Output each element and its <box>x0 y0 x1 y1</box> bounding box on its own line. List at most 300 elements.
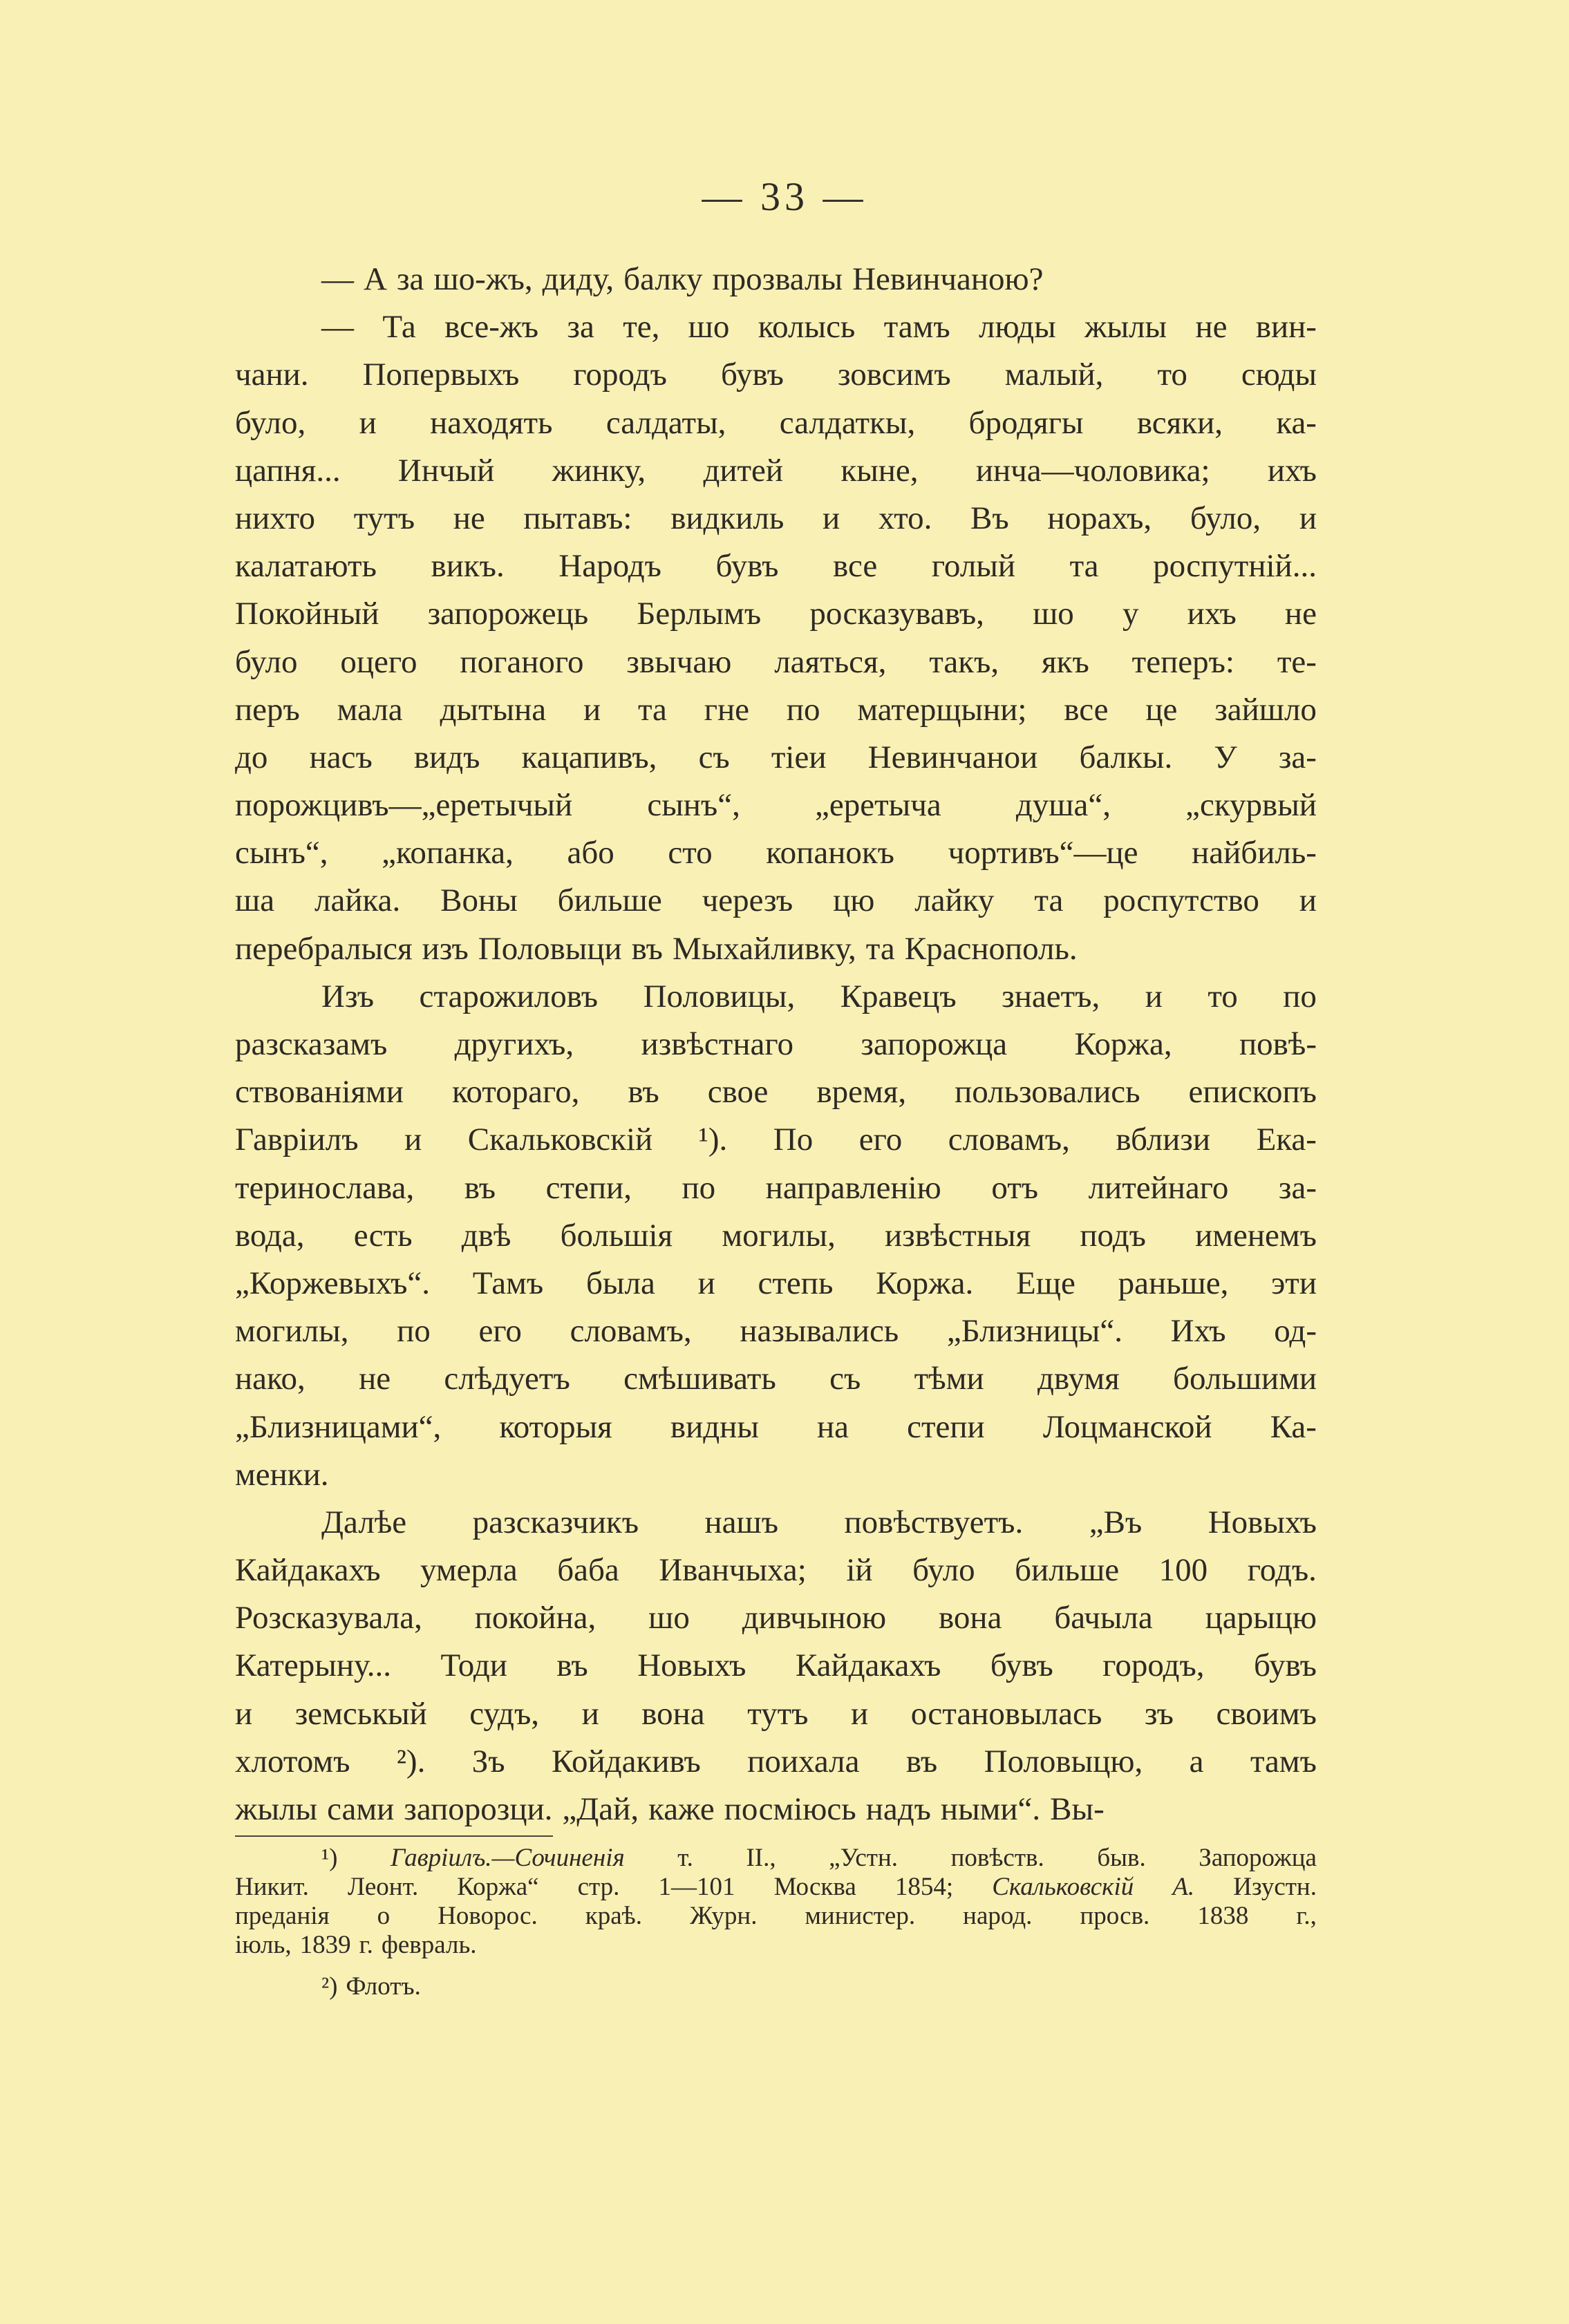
word: бачыла <box>1054 1600 1153 1636</box>
word: за- <box>1278 739 1317 775</box>
word: А. <box>1172 1873 1195 1901</box>
word: все <box>833 548 878 585</box>
word: извѣстныя <box>885 1217 1031 1254</box>
word: Зъ <box>471 1743 505 1779</box>
word: хлотомъ <box>235 1743 350 1779</box>
word: его <box>858 1122 903 1158</box>
text-line <box>235 1404 1317 1451</box>
word: диду, <box>542 261 614 297</box>
word: од- <box>1274 1313 1317 1350</box>
footnote-separator <box>235 1835 553 1837</box>
word: смѣшивать <box>623 1361 776 1397</box>
word: цапня... <box>235 452 341 489</box>
word: „Дай, <box>562 1791 639 1827</box>
word: Попервыхъ <box>362 357 520 393</box>
word: шо <box>648 1600 690 1636</box>
word: колысь <box>758 309 856 346</box>
word: іюль, <box>235 1931 292 1959</box>
word: ¹). <box>698 1122 728 1158</box>
word: и <box>581 1695 599 1732</box>
word: жылы <box>1084 309 1167 346</box>
text-line <box>235 829 1317 877</box>
word: по <box>682 1169 716 1206</box>
word: було, <box>235 404 306 441</box>
word: и <box>404 1122 422 1158</box>
word: Половыци <box>478 930 622 967</box>
word: большими <box>1173 1361 1317 1397</box>
word: копанокъ <box>766 835 894 871</box>
word: матерщыни; <box>857 691 1027 728</box>
word: Запорожца <box>1199 1844 1317 1872</box>
word: Краснополь. <box>904 930 1078 967</box>
word: чортивъ“—це <box>948 835 1138 871</box>
word: ка- <box>1276 404 1317 441</box>
text-line <box>235 686 1317 734</box>
word: II., <box>746 1844 776 1872</box>
word: въ <box>905 1743 938 1779</box>
word: всяки, <box>1136 404 1223 441</box>
text-line <box>235 1260 1317 1307</box>
word: те- <box>1277 643 1317 680</box>
text-line <box>235 447 1317 495</box>
word: люды <box>979 309 1056 346</box>
word: „Въ <box>1089 1504 1143 1540</box>
word: Изустн. <box>1233 1873 1317 1901</box>
word: за- <box>1278 1169 1317 1206</box>
word: Въ <box>970 500 1009 536</box>
word: та <box>1034 882 1064 919</box>
word: народ. <box>963 1902 1033 1930</box>
word: вода, <box>235 1217 305 1254</box>
word: находять <box>430 404 553 441</box>
word: — <box>321 309 354 346</box>
word: Катерыну... <box>235 1647 392 1684</box>
word: баба <box>557 1552 619 1589</box>
word: г., <box>1296 1902 1317 1930</box>
word: Коржа“ <box>457 1873 539 1901</box>
word: тутъ <box>747 1695 809 1732</box>
word: преданія <box>235 1902 330 1930</box>
word: о <box>377 1902 391 1930</box>
word: и <box>1299 500 1317 536</box>
word: бувъ <box>1254 1647 1317 1684</box>
text-line <box>235 495 1317 542</box>
word: остановылась <box>910 1695 1102 1732</box>
word: запорозци. <box>404 1791 553 1827</box>
word: пользовались <box>955 1074 1140 1111</box>
word: направленію <box>765 1169 941 1206</box>
word: душа“, <box>1015 787 1111 824</box>
word: Инчый <box>397 452 495 489</box>
word: А <box>364 261 387 297</box>
word: поихала <box>747 1743 860 1779</box>
text-line <box>235 1738 1317 1786</box>
text-line <box>235 1021 1317 1068</box>
word: Невинчанои <box>867 739 1038 775</box>
word: извѣстнаго <box>641 1026 793 1062</box>
text-line <box>235 256 1317 303</box>
word: вона <box>939 1600 1002 1636</box>
word: покойна, <box>474 1600 596 1636</box>
word: городъ <box>573 357 667 393</box>
word: повѣ- <box>1239 1026 1317 1062</box>
word: время, <box>816 1074 907 1111</box>
text-line <box>235 1212 1317 1260</box>
word: дытына <box>440 691 547 728</box>
word: хто. <box>878 500 932 536</box>
word: инча—чоловика; <box>975 452 1210 489</box>
word: гне <box>704 691 750 728</box>
text-line <box>235 1642 1317 1690</box>
footnote-line <box>235 1902 1317 1931</box>
word: Скальковскій <box>992 1873 1134 1901</box>
word: министер. <box>805 1902 916 1930</box>
word: калатають <box>235 548 377 585</box>
word: бильше <box>557 882 662 919</box>
word: бувъ <box>720 357 784 393</box>
word: все <box>1064 691 1109 728</box>
word: ша <box>235 882 275 919</box>
word: бильше <box>1015 1552 1120 1589</box>
word: въ <box>628 1074 659 1111</box>
word: Народъ <box>558 548 661 585</box>
footnote <box>235 1972 1317 2001</box>
word: тамъ <box>883 309 950 346</box>
footnote-gap <box>235 1960 1317 1972</box>
word: 1—101 <box>658 1873 735 1901</box>
word: 1839 <box>299 1931 351 1959</box>
word: сто <box>668 835 713 871</box>
text-line <box>235 1594 1317 1642</box>
word: г. <box>359 1931 373 1959</box>
word: повѣств. <box>950 1844 1044 1872</box>
word: малый, <box>1004 357 1104 393</box>
text-line <box>235 542 1317 590</box>
word: балку <box>623 261 703 297</box>
word: т. <box>677 1844 693 1872</box>
word: дитей <box>703 452 784 489</box>
word: Та <box>382 309 416 346</box>
word: Гавріилъ.—Сочиненія <box>390 1844 625 1872</box>
word: 1838 <box>1197 1902 1249 1930</box>
word: дивчыною <box>742 1600 887 1636</box>
text-line <box>235 1499 1317 1547</box>
word: тіеи <box>771 739 827 775</box>
word: Тоди <box>440 1647 507 1684</box>
word: Леонт. <box>348 1873 419 1901</box>
text-line <box>235 1068 1317 1116</box>
word: поганого <box>460 643 584 680</box>
word: въ <box>464 1169 496 1206</box>
word: та <box>1069 548 1099 585</box>
word: було <box>912 1552 975 1589</box>
word: умерла <box>420 1552 518 1589</box>
word: годъ. <box>1247 1552 1317 1589</box>
word: норахъ, <box>1047 500 1152 536</box>
word: Кравецъ <box>840 978 957 1014</box>
text-line <box>235 303 1317 351</box>
word: въ <box>631 930 663 967</box>
word: Кайдакахъ <box>235 1552 381 1589</box>
text-line <box>235 1116 1317 1164</box>
word: слѣдуетъ <box>444 1361 570 1397</box>
word: „Близницы“. <box>946 1313 1122 1350</box>
word: Коржа, <box>1074 1026 1172 1062</box>
word: Невинчаною? <box>852 261 1044 297</box>
word: просв. <box>1080 1902 1150 1930</box>
word: ²). <box>396 1743 426 1779</box>
text-line <box>235 1451 1317 1499</box>
word: земськый <box>294 1695 427 1732</box>
word: по <box>786 691 820 728</box>
word: зайшло <box>1214 691 1317 728</box>
word: та <box>637 691 667 728</box>
word: голый <box>931 548 1015 585</box>
text-line <box>235 590 1317 638</box>
text-line <box>235 734 1317 782</box>
word: у <box>1122 596 1139 632</box>
word: шо <box>1033 596 1074 632</box>
word: Изъ <box>321 978 375 1014</box>
word: було <box>235 643 298 680</box>
word: есть <box>353 1217 413 1254</box>
word: и <box>823 500 840 536</box>
text-line <box>235 877 1317 925</box>
footnote-line <box>235 1972 1317 2001</box>
word: викъ. <box>431 548 505 585</box>
word: бувъ <box>990 1647 1053 1684</box>
word: и <box>1145 978 1163 1014</box>
word: котораго, <box>451 1074 580 1111</box>
word: Воны <box>440 882 518 919</box>
text-line <box>235 399 1317 447</box>
word: Берлымъ <box>637 596 762 632</box>
word: которыя <box>499 1408 612 1445</box>
word: сынъ“, <box>235 835 328 871</box>
word: степи <box>907 1408 985 1445</box>
word: сами <box>327 1791 395 1827</box>
text-line <box>235 1786 1317 1833</box>
word: степь <box>758 1265 834 1301</box>
word: Половицы, <box>643 978 796 1014</box>
word: литейнаго <box>1088 1169 1229 1206</box>
text-line <box>235 1690 1317 1738</box>
word: на <box>817 1408 849 1445</box>
word: по <box>1283 978 1317 1014</box>
word: тамъ <box>1250 1743 1317 1779</box>
word: Далѣе <box>321 1504 407 1540</box>
word: Москва <box>773 1873 856 1901</box>
word: ными“. <box>940 1791 1041 1827</box>
word: 1854; <box>894 1873 954 1901</box>
word: менки. <box>235 1456 329 1493</box>
word: надъ <box>865 1791 931 1827</box>
word: перебралыся <box>235 930 413 967</box>
footnote <box>235 1844 1317 1960</box>
word: своимъ <box>1216 1695 1317 1732</box>
word: жылы <box>235 1791 318 1827</box>
word: и <box>235 1695 253 1732</box>
word: могилы, <box>235 1313 349 1350</box>
word: мала <box>337 691 403 728</box>
word: именемъ <box>1195 1217 1317 1254</box>
word: жинку, <box>552 452 646 489</box>
word: а <box>1189 1743 1204 1779</box>
word: изъ <box>422 930 469 967</box>
word: теринослава, <box>235 1169 415 1206</box>
word: „Устн. <box>829 1844 898 1872</box>
word: и <box>1299 882 1317 919</box>
word: роспутній... <box>1153 548 1317 585</box>
page-number: — 33 — <box>702 174 867 219</box>
word: Лоцманской <box>1042 1408 1212 1445</box>
word: прозвалы <box>712 261 843 297</box>
word: нашъ <box>704 1504 779 1540</box>
body-text <box>235 256 1317 1833</box>
word: салдаткы, <box>779 404 916 441</box>
footnotes <box>235 1844 1317 2001</box>
word: вин- <box>1255 309 1317 346</box>
word: „скурвый <box>1185 787 1317 824</box>
word: бродягы <box>968 404 1084 441</box>
word: февраль. <box>381 1931 477 1959</box>
word: роспутство <box>1103 882 1259 919</box>
word: росказувавъ, <box>809 596 984 632</box>
word: ствованіями <box>235 1074 404 1111</box>
word: судъ, <box>469 1695 540 1732</box>
word: Коржа. <box>876 1265 974 1301</box>
word: его <box>478 1313 522 1350</box>
word: Скальковскій <box>467 1122 653 1158</box>
word: Журн. <box>690 1902 758 1930</box>
word: въ <box>556 1647 588 1684</box>
word: лайку <box>914 882 995 919</box>
word: кацапивъ, <box>521 739 657 775</box>
text-line <box>235 1547 1317 1594</box>
word: кыне, <box>840 452 919 489</box>
word: порожцивъ—„еретычый <box>235 787 573 824</box>
word: не <box>1284 596 1317 632</box>
word: лаяться, <box>774 643 887 680</box>
word: тѣми <box>914 1361 984 1397</box>
word: стр. <box>577 1873 620 1901</box>
word: Кайдакахъ <box>795 1647 941 1684</box>
word: запорожець <box>427 596 589 632</box>
word: було, <box>1190 500 1261 536</box>
word: съ <box>829 1361 861 1397</box>
text-line <box>235 925 1317 973</box>
word: або <box>567 835 614 871</box>
word: тутъ <box>353 500 415 536</box>
word: не <box>359 1361 391 1397</box>
word: салдаты, <box>605 404 726 441</box>
word: Ека- <box>1256 1122 1317 1158</box>
word: „Близницами“, <box>235 1408 442 1445</box>
word: то <box>1208 978 1238 1014</box>
word: и <box>851 1695 869 1732</box>
word: царыцю <box>1205 1600 1317 1636</box>
word: „копанка, <box>382 835 514 871</box>
word: все-жъ <box>444 309 539 346</box>
word: свое <box>707 1074 769 1111</box>
word: У <box>1214 739 1237 775</box>
word: „Коржевыхъ“. <box>235 1265 430 1301</box>
word: Половыцю, <box>984 1743 1143 1779</box>
word: раньше, <box>1118 1265 1229 1301</box>
word: могилы, <box>722 1217 836 1254</box>
word: съ <box>698 739 730 775</box>
word: посміюсь <box>724 1791 856 1827</box>
word: не <box>453 500 485 536</box>
word: назывались <box>740 1313 899 1350</box>
footnote-line <box>235 1844 1317 1873</box>
word: та <box>865 930 895 967</box>
word: и <box>697 1265 715 1301</box>
word: Ихъ <box>1170 1313 1226 1350</box>
text-line <box>235 639 1317 686</box>
word: знаетъ, <box>1002 978 1100 1014</box>
footnote-line <box>235 1931 1317 1960</box>
word: сюды <box>1241 357 1317 393</box>
word: пытавъ: <box>523 500 632 536</box>
word: Новыхъ <box>637 1647 746 1684</box>
word: словамъ, <box>948 1122 1070 1158</box>
word: шо-жъ, <box>433 261 533 297</box>
word: каже <box>648 1791 715 1827</box>
word: до <box>235 739 268 775</box>
word: оцего <box>340 643 417 680</box>
word: Флотъ. <box>346 1972 421 2001</box>
word: Койдакивъ <box>552 1743 701 1779</box>
word: Никит. <box>235 1873 309 1901</box>
word: запорожца <box>861 1026 1008 1062</box>
word: краѣ. <box>585 1902 643 1930</box>
word: зъ <box>1144 1695 1174 1732</box>
word: лайка. <box>314 882 401 919</box>
word: и <box>359 404 377 441</box>
word: и <box>583 691 601 728</box>
word: словамъ, <box>570 1313 692 1350</box>
word: Покойный <box>235 596 379 632</box>
text-line <box>235 973 1317 1021</box>
word: цю <box>833 882 875 919</box>
word: це <box>1145 691 1178 728</box>
word: перъ <box>235 691 300 728</box>
word: Тамъ <box>472 1265 544 1301</box>
word: разсказамъ <box>235 1026 388 1062</box>
word: ихъ <box>1187 596 1237 632</box>
word: была <box>586 1265 655 1301</box>
word: двѣ <box>461 1217 511 1254</box>
word: не <box>1195 309 1228 346</box>
word: ²) <box>321 1972 338 2001</box>
word: видъ <box>413 739 480 775</box>
text-line <box>235 1355 1317 1403</box>
word: нако, <box>235 1361 306 1397</box>
word: бувъ <box>715 548 779 585</box>
word: ихъ <box>1267 452 1317 489</box>
word: эти <box>1271 1265 1317 1301</box>
word: подъ <box>1080 1217 1146 1254</box>
word: за <box>567 309 594 346</box>
word: другихъ, <box>454 1026 574 1062</box>
word: 100 <box>1158 1552 1208 1589</box>
word: вона <box>641 1695 705 1732</box>
word: большія <box>560 1217 673 1254</box>
text-line <box>235 351 1317 399</box>
word: якъ <box>1042 643 1089 680</box>
word: звычаю <box>626 643 732 680</box>
